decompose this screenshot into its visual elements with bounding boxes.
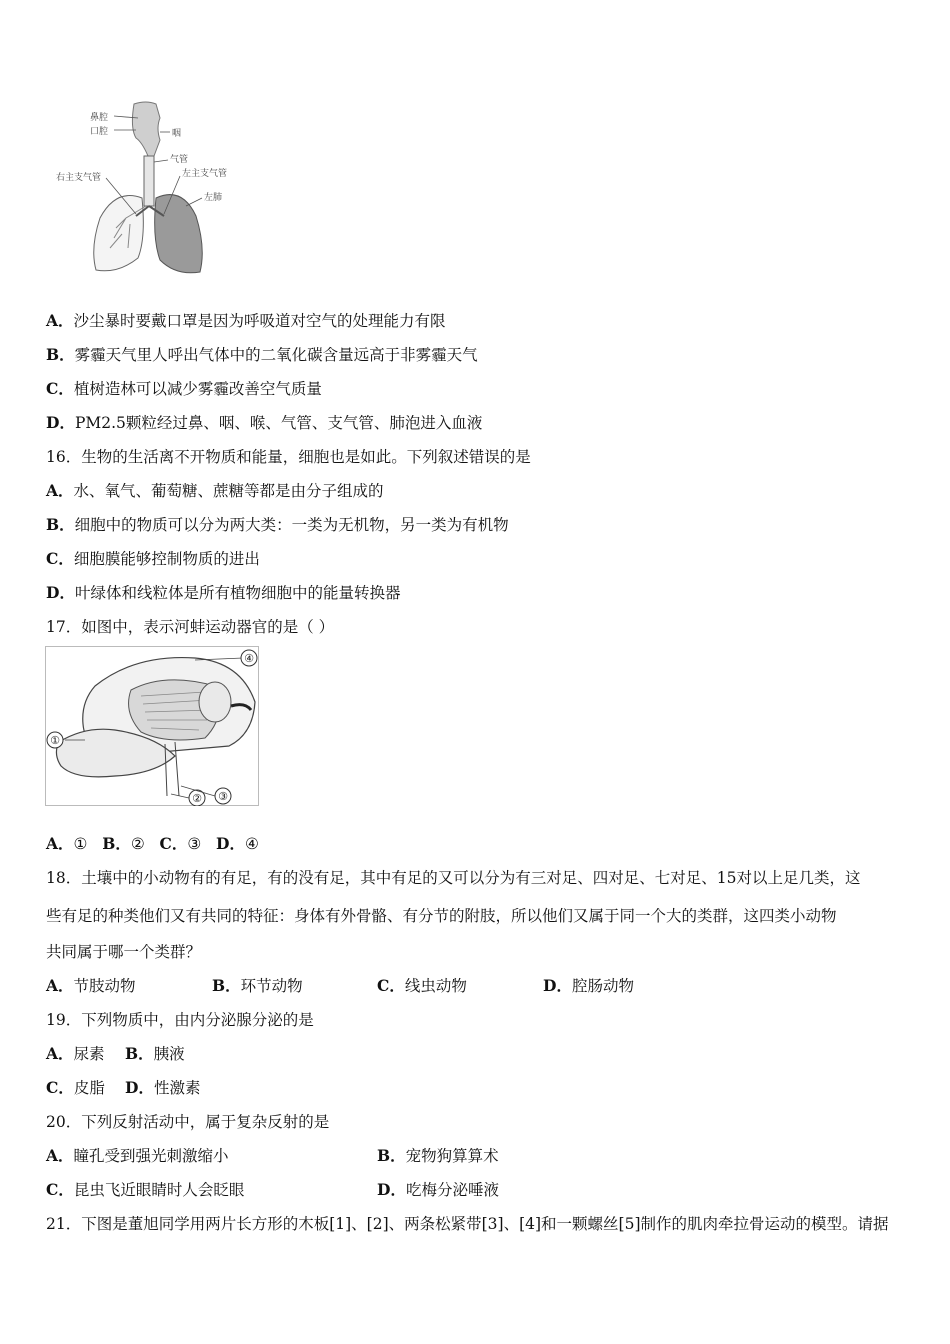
option-text: 水、氧气、葡萄糖、蔗糖等都是由分子组成的: [73, 482, 384, 500]
option-letter: B．: [46, 345, 75, 364]
q19-option-d[interactable]: [125, 1077, 200, 1099]
q19-option-a[interactable]: [46, 1043, 105, 1065]
option-text: 雾霾天气里人呼出气体中的二氧化碳含量远高于非雾霾天气: [74, 346, 478, 364]
option-letter: B．: [46, 515, 75, 534]
q15-option-c[interactable]: [46, 378, 322, 400]
option-text: 皮脂: [73, 1079, 105, 1097]
label-1: ①: [50, 734, 60, 747]
q20-option-c[interactable]: [46, 1179, 244, 1201]
option-text: PM2.5颗粒经过鼻、咽、喉、气管、支气管、肺泡进入血液: [74, 414, 483, 432]
q18-option-a[interactable]: [46, 975, 136, 997]
option-text: 细胞中的物质可以分为两大类：一类为无机物，另一类为有机物: [74, 516, 509, 534]
option-letter: B．: [125, 1044, 154, 1063]
option-text: 叶绿体和线粒体是所有植物细胞中的能量转换器: [74, 584, 401, 602]
q16-option-d[interactable]: [46, 582, 400, 604]
option-letter: A．: [46, 976, 74, 995]
q18-stem-line-1: 18．土壤中的小动物有的有足，有的没有足，其中有足的又可以分为有三对足、四对足、七对足、15对以上足几类，这: [46, 869, 861, 887]
option-letter: C．: [46, 1180, 74, 1199]
q19-option-b[interactable]: [125, 1043, 185, 1065]
label-3: ③: [218, 790, 228, 803]
option-letter: D．: [46, 583, 75, 602]
option-text: 环节动物: [240, 977, 303, 995]
option-letter: C．: [159, 834, 188, 853]
option-letter: A．: [46, 481, 74, 500]
option-text: 植树造林可以减少雾霾改善空气质量: [73, 380, 322, 398]
option-text: 尿素: [73, 1045, 105, 1063]
option-letter: D．: [216, 834, 245, 853]
q19-option-c[interactable]: [46, 1077, 105, 1099]
label-right-bronchus: 右主支气管: [56, 173, 102, 183]
option-letter: C．: [46, 1078, 74, 1097]
option-letter: A．: [46, 311, 74, 330]
option-text: ②: [130, 835, 145, 853]
q18-option-b[interactable]: [212, 975, 303, 997]
option-text: 沙尘暴时要戴口罩是因为呼吸道对空气的处理能力有限: [73, 312, 446, 330]
option-letter: B．: [102, 834, 131, 853]
option-letter: D．: [125, 1078, 154, 1097]
mussel-figure: [45, 646, 259, 806]
option-text: 性激素: [153, 1079, 201, 1097]
q16-option-a[interactable]: [46, 480, 384, 502]
label-2: ②: [192, 792, 202, 805]
option-letter: B．: [377, 1146, 406, 1165]
q20-stem: 20．下列反射活动中，属于复杂反射的是: [46, 1113, 330, 1131]
label-left-bronchus: 左主支气管: [182, 169, 228, 179]
option-text: 瞳孔受到强光刺激缩小: [73, 1147, 229, 1165]
q20-option-d[interactable]: [377, 1179, 499, 1201]
q15-option-a[interactable]: [46, 310, 446, 332]
option-letter: C．: [46, 549, 74, 568]
respiratory-system-figure: [56, 98, 256, 278]
q16-stem: 16．生物的生活离不开物质和能量，细胞也是如此。下列叙述错误的是: [46, 448, 531, 466]
option-letter: C．: [377, 976, 405, 995]
option-text: 线虫动物: [404, 977, 467, 995]
q17-options: [46, 833, 259, 855]
option-letter: C．: [46, 379, 74, 398]
option-letter: D．: [543, 976, 572, 995]
q15-option-b[interactable]: [46, 344, 478, 366]
label-4: ④: [244, 652, 254, 665]
option-text: 节肢动物: [73, 977, 136, 995]
q20-option-a[interactable]: [46, 1145, 229, 1167]
option-text: 胰液: [153, 1045, 185, 1063]
label-nasal: 鼻腔: [90, 113, 109, 123]
option-letter: D．: [377, 1180, 406, 1199]
label-left-lung: 左肺: [204, 193, 223, 203]
q16-option-b[interactable]: [46, 514, 509, 536]
q16-option-c[interactable]: [46, 548, 260, 570]
q17-stem: 17．如图中，表示河蚌运动器官的是（ ）: [46, 618, 335, 636]
q17-option-d[interactable]: [216, 835, 259, 853]
q21-stem: 21．下图是董旭同学用两片长方形的木板[1]、[2]、两条松紧带[3]、[4]和一颗螺丝[5]制作的肌肉牵拉骨运动的模型。请据: [46, 1215, 889, 1233]
option-text: 宠物狗算算术: [405, 1147, 499, 1165]
label-oral: 口腔: [90, 127, 109, 137]
q17-option-c[interactable]: [160, 835, 202, 853]
q18-stem-line-2: 些有足的种类他们又有共同的特征：身体有外骨骼、有分节的附肢，所以他们又属于同一个大的类群，这四类小动物: [46, 907, 837, 925]
option-text: ①: [73, 835, 88, 853]
q19-stem: 19．下列物质中，由内分泌腺分泌的是: [46, 1011, 314, 1029]
q17-option-a[interactable]: [46, 835, 87, 853]
option-letter: A．: [46, 834, 74, 853]
option-text: 昆虫飞近眼睛时人会眨眼: [73, 1181, 245, 1199]
respiratory-diagram: [56, 98, 256, 278]
q15-option-d[interactable]: [46, 412, 482, 434]
q18-option-c[interactable]: [377, 975, 467, 997]
option-letter: A．: [46, 1044, 74, 1063]
q18-stem-line-3: 共同属于哪一个类群？: [46, 943, 202, 961]
option-letter: A．: [46, 1146, 74, 1165]
q18-option-d[interactable]: [543, 975, 634, 997]
option-letter: D．: [46, 413, 75, 432]
q20-option-b[interactable]: [377, 1145, 499, 1167]
option-text: 腔肠动物: [571, 977, 634, 995]
label-trachea: 气管: [170, 155, 189, 165]
label-throat: 咽: [172, 129, 182, 139]
option-text: 细胞膜能够控制物质的进出: [73, 550, 260, 568]
option-text: 吃梅分泌唾液: [405, 1181, 499, 1199]
option-text: ③: [187, 835, 202, 853]
mussel-diagram: [45, 646, 259, 806]
option-text: ④: [245, 835, 259, 853]
q17-option-b[interactable]: [102, 835, 145, 853]
option-letter: B．: [212, 976, 241, 995]
